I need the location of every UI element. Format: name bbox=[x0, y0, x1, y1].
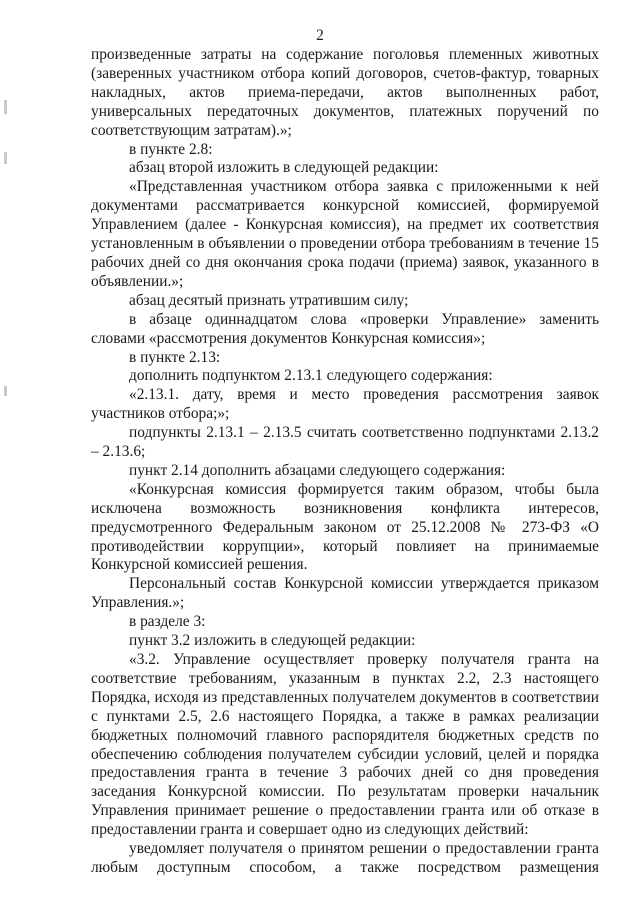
paragraph: «3.2. Управление осуществляет проверку получателя гранта на соответствие требованиям, указанным в пунктах 2.2, 2.3 настоящего Порядка, исходя из представленных получателем документов в соответствии с пунктами 2.5, 2.6 настоящего Порядка, а также в рамках реализации бюджетных полномочий главного распорядителя бюджетных средств по обеспечению соблюдения получателем субсидии условий, целей и порядка предоставления гранта в течение 3 рабочих дней со дня проведения заседания Конкурсной комиссии. По результатам проверки начальник Управления принимает решение о предоставлении гранта или об отказе в предоставлении гранта и совершает одно из следующих действий: bbox=[91, 651, 599, 839]
scan-margin-mark bbox=[4, 100, 7, 114]
page-number: 2 bbox=[316, 27, 324, 44]
paragraph: Персональный состав Конкурсной комиссии утверждается приказом Управления.»; bbox=[91, 575, 599, 612]
paragraph: произведенные затраты на содержание поголовья племенных животных (заверенных участником отбора копий договоров, счетов-фактур, товарных накладных, актов приема-передачи, актов выполненных работ, универсальных передаточных документов, платежных поручений по соответствующим затратам).»; bbox=[91, 46, 599, 139]
paragraph: абзац второй изложить в следующей редакции: bbox=[129, 159, 439, 177]
paragraph: «2.13.1. дату, время и место проведения рассмотрения заявок участников отбора;»; bbox=[91, 386, 599, 423]
paragraph: в пункте 2.13: bbox=[129, 348, 221, 366]
document-body bbox=[91, 46, 599, 878]
paragraph: «Конкурсная комиссия формируется таким образом, чтобы была исключена возможность возникновения конфликта интересов, предусмотренного Федеральным законом от 25.12.2008 № 273-ФЗ «О противодействии коррупции», который повлияет на принимаемые Конкурсной комиссией решения. bbox=[91, 480, 599, 574]
paragraph: подпункты 2.13.1 – 2.13.5 считать соответственно подпунктами 2.13.2 – 2.13.6; bbox=[91, 424, 599, 461]
scan-margin-mark bbox=[4, 386, 7, 396]
paragraph: дополнить подпунктом 2.13.1 следующего содержания: bbox=[129, 367, 493, 385]
paragraph: уведомляет получателя о принятом решении о предоставлении гранта любым доступным способом, а также посредством размещения bbox=[91, 840, 599, 876]
paragraph: в абзаце одиннадцатом слова «проверки Управление» заменить словами «рассмотрения документов Конкурсная комиссия»; bbox=[91, 310, 599, 347]
paragraph: в пункте 2.8: bbox=[129, 140, 213, 158]
scan-margin-mark bbox=[4, 152, 7, 164]
paragraph: пункт 2.14 дополнить абзацами следующего содержания: bbox=[129, 461, 506, 479]
paragraph: в разделе 3: bbox=[129, 613, 206, 631]
paragraph: пункт 3.2 изложить в следующей редакции: bbox=[129, 632, 416, 650]
paragraph: «Представленная участником отбора заявка с приложенными к ней документами рассматривается конкурсной комиссией, формируемой Управлением (далее - Конкурсная комиссия), на предмет их соответствия установленным в объявлении о проведении отбора требованиям в течение 15 рабочих дней со дня окончания срока подачи (приема) заявок, указанного в объявлении.»; bbox=[91, 178, 599, 290]
paragraph: абзац десятый признать утратившим силу; bbox=[129, 291, 409, 309]
